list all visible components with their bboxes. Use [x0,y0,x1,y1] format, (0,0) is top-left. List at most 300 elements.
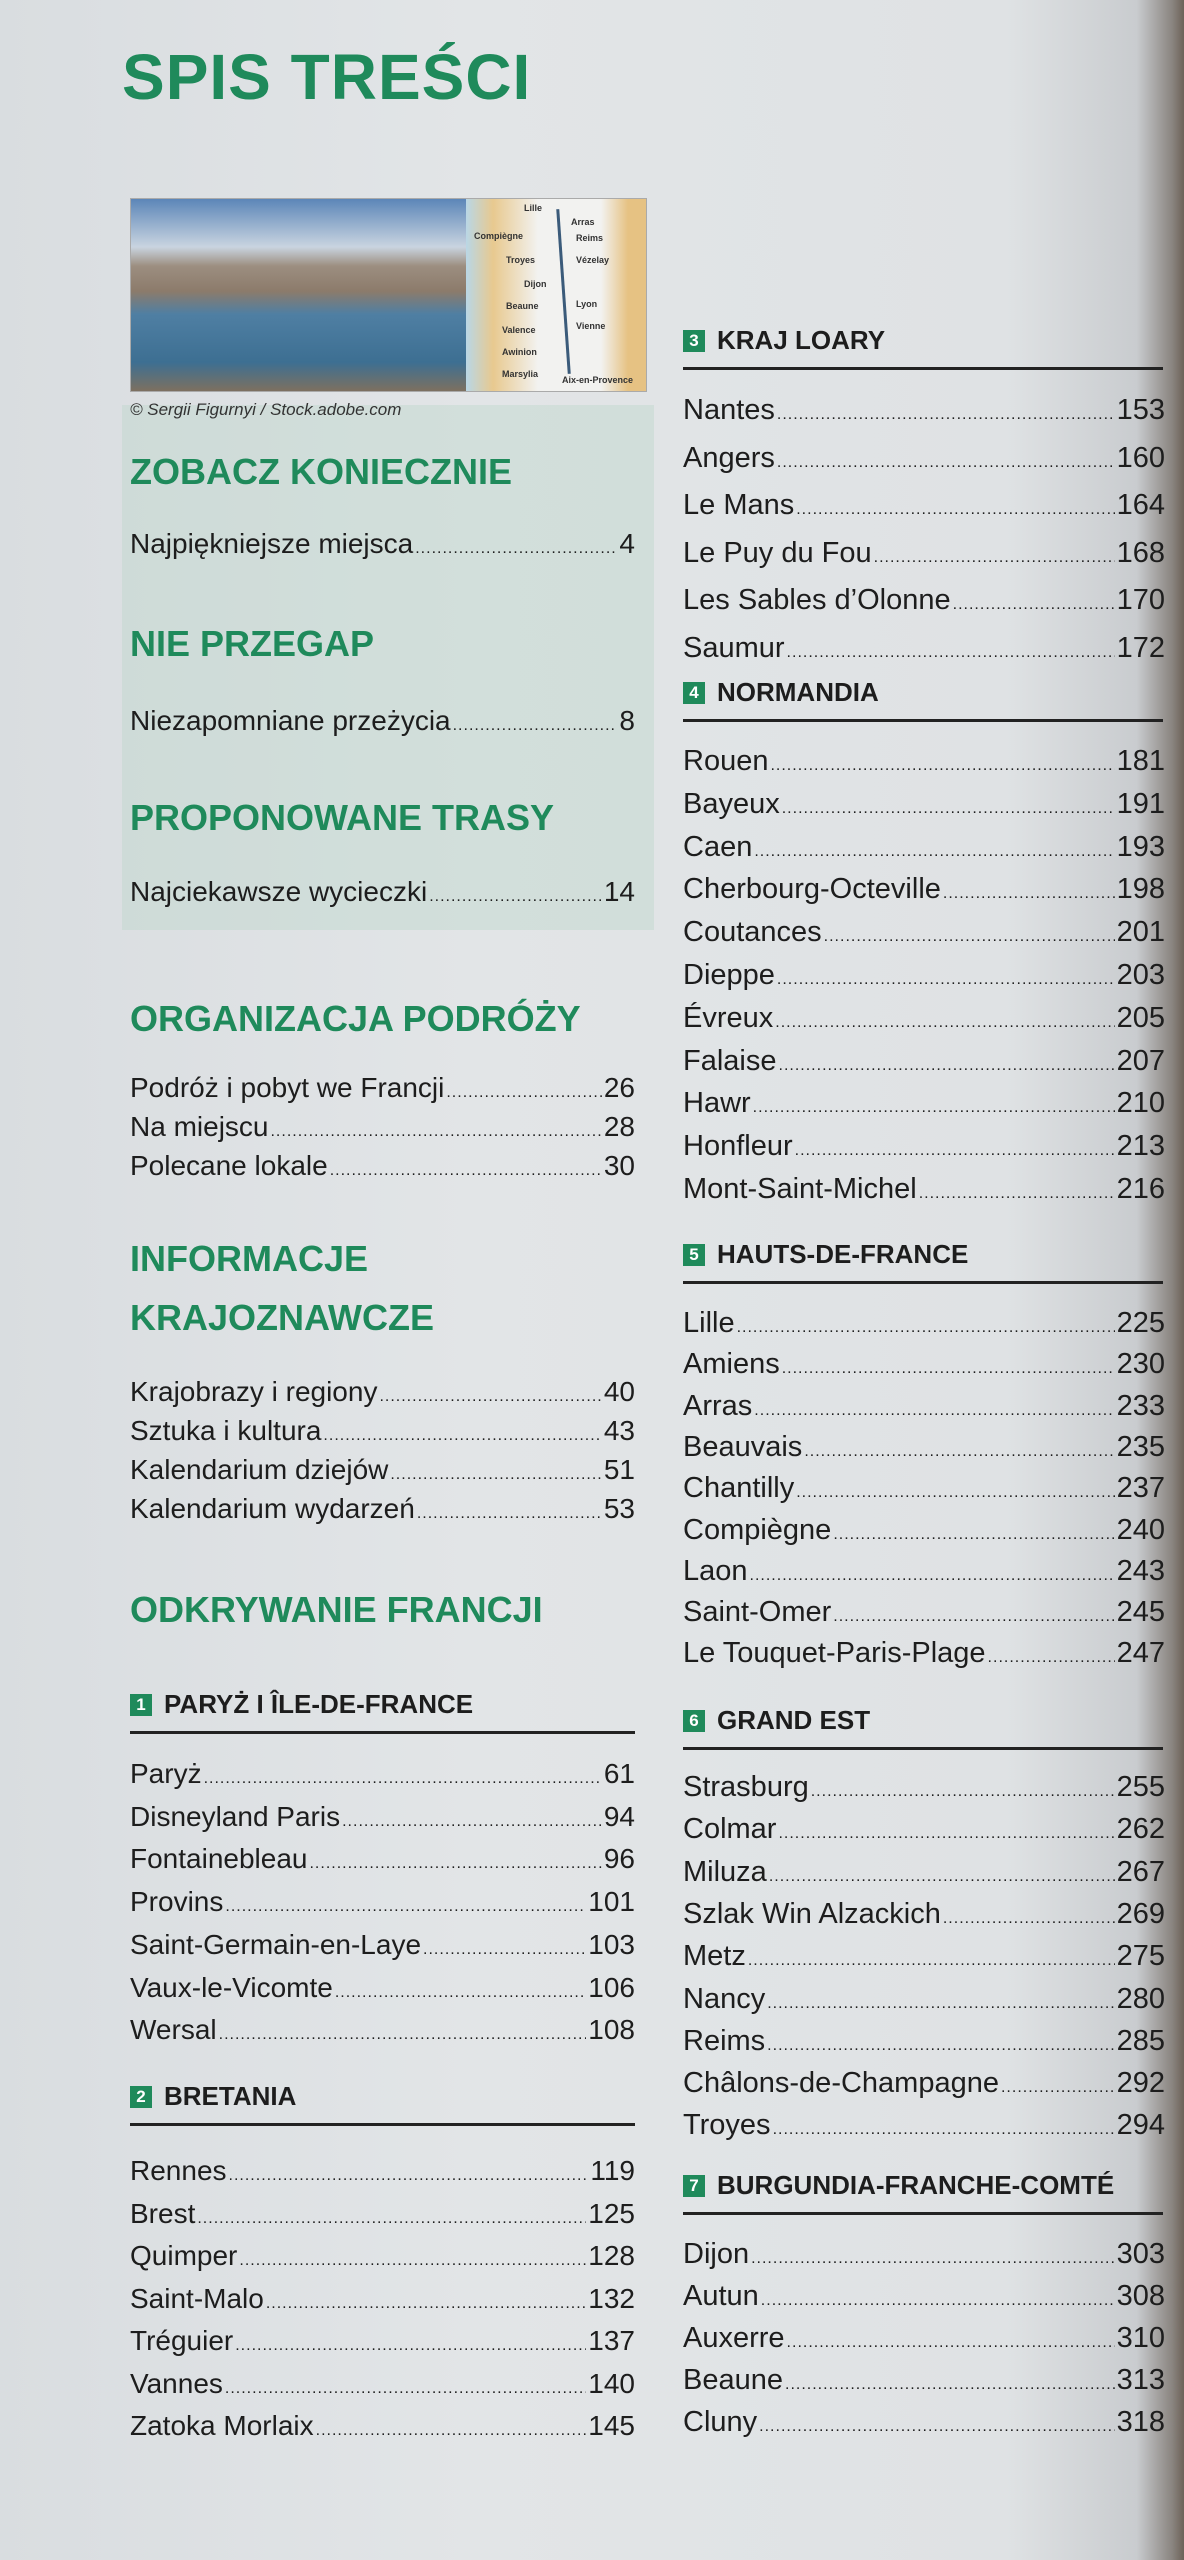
dot-leader [379,1388,601,1406]
page-number: 285 [1116,2025,1165,2057]
section-heading: INFORMACJE [130,1238,369,1279]
page-number: 4 [619,528,635,559]
entry-title: Niezapomniane przeżycia [130,705,451,736]
dot-leader [919,1185,1115,1203]
toc-entry[interactable] [130,1972,635,2004]
dot-leader [811,1783,1115,1801]
toc-entry[interactable] [130,1801,635,1833]
region-name: BURGUNDIA-FRANCHE-COMTÉ [717,2170,1115,2200]
toc-entry[interactable] [683,1307,1165,1340]
toc-entry[interactable] [130,2014,635,2046]
toc-entry[interactable] [130,1072,635,1104]
page-number: 213 [1116,1130,1165,1162]
page-number: 125 [588,2198,635,2229]
region-number-badge: 7 [683,2175,705,2197]
page-number: 275 [1116,1940,1165,1972]
dot-leader [796,501,1114,519]
page-number: 128 [588,2240,635,2271]
entry-title: Saint-Malo [130,2283,264,2314]
page-number: 280 [1116,1983,1165,2015]
region-name: GRAND EST [717,1705,871,1735]
divider [683,719,1163,722]
page-number: 245 [1116,1596,1165,1628]
toc-entry[interactable] [683,1596,1165,1629]
region-heading [683,325,885,356]
entry-title: Sztuka i kultura [130,1415,322,1446]
toc-entry[interactable] [683,1637,1165,1670]
toc-entry[interactable] [683,2364,1165,2397]
entry-title: Le Touquet-Paris-Plage [683,1637,986,1669]
region-number-badge: 3 [683,330,705,352]
divider [130,2123,635,2126]
page-number: 310 [1116,2322,1165,2354]
page-number: 203 [1116,959,1165,991]
toc-entry[interactable] [683,2238,1165,2271]
page-number: 269 [1116,1898,1165,1930]
map-label: Aix-en-Provence [562,375,634,385]
entry-title: Kalendarium dziejów [130,1454,389,1485]
route-line [556,209,571,374]
dot-leader [330,1162,602,1180]
dot-leader [785,2376,1115,2394]
toc-entry[interactable] [130,2325,635,2357]
dot-leader [787,2334,1115,2352]
entry-title: Krajobrazy i regiony [130,1376,378,1407]
toc-entry[interactable] [130,1454,635,1486]
toc-entry[interactable] [683,632,1165,665]
entry-title: Évreux [683,1002,774,1034]
entry-title: Disneyland Paris [130,1801,341,1832]
map-label: Arras [571,217,595,227]
entry-title: Cluny [683,2406,758,2438]
toc-entry[interactable] [683,1856,1165,1889]
page-number: 132 [588,2283,635,2314]
dot-leader [779,1057,1115,1075]
dot-leader [777,971,1115,989]
toc-entry[interactable] [683,2406,1165,2439]
entry-title: Châlons-de-Champagne [683,2067,999,2099]
toc-entry[interactable] [683,1173,1165,1206]
page-title: SPIS TREŚCI [122,41,532,113]
entry-title: Zatoka Morlaix [130,2410,314,2441]
toc-entry[interactable] [683,1898,1165,1931]
divider [130,1731,635,1734]
page-number: 26 [603,1072,635,1103]
entry-title: Les Sables d’Olonne [683,584,951,616]
toc-entry[interactable] [683,1555,1165,1588]
entry-title: Fontainebleau [130,1843,308,1874]
dot-leader [309,1855,601,1873]
entry-title: Strasburg [683,1771,809,1803]
region-heading [130,1689,473,1720]
entry-title: Vannes [130,2368,223,2399]
dot-leader [229,2167,589,2185]
page-number: 243 [1116,1555,1165,1587]
dot-leader [804,1443,1114,1461]
dot-leader [759,2418,1114,2436]
toc-entry[interactable] [130,2198,635,2230]
toc-entry[interactable] [130,1111,635,1143]
divider [683,1747,1163,1750]
map-label: Awinion [502,347,537,357]
map-label: Compiègne [474,231,524,241]
dot-leader [943,1910,1115,1928]
toc-entry[interactable] [683,1390,1165,1423]
entry-title: Arras [683,1390,753,1422]
toc-entry[interactable] [130,1758,635,1790]
dot-leader [769,1868,1115,1886]
divider [683,2212,1163,2215]
entry-title: Saint-Germain-en-Laye [130,1929,422,1960]
dot-leader [754,1402,1114,1420]
entry-title: Laon [683,1555,748,1587]
dot-leader [737,1319,1115,1337]
entry-title: Rouen [683,745,769,777]
dot-leader [782,800,1115,818]
toc-entry[interactable] [130,2155,635,2187]
toc-entry[interactable] [683,1983,1165,2016]
section-heading: PROPONOWANE TRASY [130,797,555,838]
dot-leader [796,1484,1114,1502]
page-number: 235 [1116,1431,1165,1463]
region-name: HAUTS-DE-FRANCE [717,1239,969,1269]
toc-entry[interactable] [683,2067,1165,2100]
toc-entry[interactable] [683,2025,1165,2058]
entry-title: Coutances [683,916,822,948]
page-number: 205 [1116,1002,1165,1034]
entry-title: Kalendarium wydarzeń [130,1493,415,1524]
page-number: 216 [1116,1173,1165,1205]
dot-leader [270,1123,601,1141]
toc-entry[interactable] [130,2410,635,2442]
page-number: 207 [1116,1045,1165,1077]
route-map [466,199,646,391]
page-number: 198 [1116,873,1165,905]
toc-entry[interactable] [683,1130,1165,1163]
photo-credit: © Sergii Figurnyi / Stock.adobe.com [130,400,402,419]
toc-entry[interactable] [683,537,1165,570]
page-number: 40 [603,1376,635,1407]
entry-title: Hawr [683,1087,751,1119]
page-number: 303 [1116,2238,1165,2270]
toc-entry[interactable] [683,788,1165,821]
dot-leader [197,2210,586,2228]
entry-title: Najciekawsze wycieczki [130,876,428,907]
region-name: PARYŻ I ÎLE-DE-FRANCE [164,1689,474,1719]
dot-leader [782,1360,1115,1378]
toc-entry[interactable] [683,442,1165,475]
page-number: 172 [1116,632,1165,664]
toc-entry[interactable] [130,1843,635,1875]
dot-leader [787,644,1115,662]
entry-title: Saint-Omer [683,1596,832,1628]
entry-title: Vaux-le-Vicomte [130,1972,333,2003]
dot-leader [335,1984,586,2002]
toc-entry[interactable] [130,1376,635,1408]
map-label: Lyon [576,299,598,309]
entry-title: Metz [683,1940,746,1972]
region-number-badge: 6 [683,1710,705,1732]
region-number-badge: 4 [683,682,705,704]
page-number: 292 [1116,2067,1165,2099]
page-number: 61 [603,1758,635,1789]
toc-entry[interactable] [683,1045,1165,1078]
page-number: 137 [588,2325,635,2356]
entry-title: Nancy [683,1983,766,2015]
region-heading [683,677,879,708]
toc-entry[interactable] [130,705,635,737]
page-number: 191 [1116,788,1165,820]
dot-leader [953,596,1115,614]
entry-title: Le Mans [683,489,795,521]
dot-leader [943,885,1115,903]
section-heading: ORGANIZACJA PODRÓŻY [130,998,581,1039]
entry-title: Na miejscu [130,1111,269,1142]
dot-leader [761,2292,1115,2310]
dot-leader [423,1941,586,1959]
dot-leader [1001,2079,1115,2097]
toc-entry[interactable] [683,2322,1165,2355]
page-number: 119 [590,2155,635,2186]
dot-leader [773,2121,1115,2139]
page-number: 294 [1116,2109,1165,2141]
dot-leader [446,1084,601,1102]
entry-title: Autun [683,2280,759,2312]
page-number: 96 [603,1843,635,1874]
region-heading [683,2170,1114,2201]
dot-leader [323,1427,601,1445]
dot-leader [266,2295,586,2313]
dot-leader [239,2252,586,2270]
entry-title: Lille [683,1307,735,1339]
toc-entry[interactable] [683,584,1165,617]
page-number: 108 [588,2014,635,2045]
region-name: NORMANDIA [717,677,879,707]
section-heading: NIE PRZEGAP [130,623,375,664]
toc-entry[interactable] [683,1087,1165,1120]
page-number: 308 [1116,2280,1165,2312]
section-heading: KRAJOZNAWCZE [130,1297,434,1338]
toc-entry[interactable] [683,1771,1165,1804]
page-number: 193 [1116,831,1165,863]
entry-title: Honfleur [683,1130,793,1162]
toc-entry[interactable] [130,1929,635,1961]
page-number: 28 [603,1111,635,1142]
entry-title: Polecane lokale [130,1150,328,1181]
toc-entry[interactable] [683,959,1165,992]
entry-title: Provins [130,1886,224,1917]
toc-entry[interactable] [130,1886,635,1918]
map-label: Valence [502,325,536,335]
dot-leader [748,1952,1115,1970]
page-number: 201 [1116,916,1165,948]
map-label: Troyes [506,255,536,265]
region-heading [683,1239,968,1270]
dot-leader [767,2037,1114,2055]
toc-entry[interactable] [683,1940,1165,1973]
entry-title: Wersal [130,2014,217,2045]
entry-title: Dieppe [683,959,775,991]
toc-entry[interactable] [130,1415,635,1447]
toc-entry[interactable] [683,745,1165,778]
entry-title: Saumur [683,632,785,664]
entry-title: Angers [683,442,775,474]
page-number: 30 [603,1150,635,1181]
entry-title: Rennes [130,2155,227,2186]
entry-title: Le Puy du Fou [683,537,872,569]
toc-entry[interactable] [130,1150,635,1182]
dot-leader [429,888,602,906]
page-number: 53 [603,1493,635,1524]
entry-title: Beauvais [683,1431,803,1463]
entry-title: Miluza [683,1856,767,1888]
dot-leader [988,1649,1115,1667]
page-number: 267 [1116,1856,1165,1888]
region-name: BRETANIA [164,2081,297,2111]
page-number: 140 [588,2368,635,2399]
region-heading [683,1705,870,1736]
dot-leader [342,1813,602,1831]
toc-entry[interactable] [130,876,635,908]
page-number: 103 [588,1929,635,1960]
toc-entry[interactable] [130,2283,635,2315]
page-number: 181 [1116,745,1165,777]
dot-leader [778,1825,1114,1843]
entry-title: Caen [683,831,753,863]
toc-entry[interactable] [683,2280,1165,2313]
entry-title: Mont-Saint-Michel [683,1173,917,1205]
page-number: 225 [1116,1307,1165,1339]
page-number: 164 [1116,489,1165,521]
toc-entry[interactable] [683,1514,1165,1547]
toc-entry[interactable] [683,916,1165,949]
toc-entry[interactable] [683,2109,1165,2142]
toc-entry[interactable] [683,1002,1165,1035]
map-label: Dijon [524,279,547,289]
page-number: 318 [1116,2406,1165,2438]
entry-title: Najpiękniejsze miejsca [130,528,414,559]
toc-entry[interactable] [683,489,1165,522]
toc-entry[interactable] [683,1472,1165,1505]
dot-leader [204,1770,602,1788]
page-number: 160 [1116,442,1165,474]
entry-title: Troyes [683,2109,771,2141]
page-number: 247 [1116,1637,1165,1669]
page-number: 170 [1116,584,1165,616]
entry-title: Paryż [130,1758,202,1789]
entry-title: Auxerre [683,2322,785,2354]
dot-leader [751,2250,1115,2268]
toc-entry[interactable] [130,2240,635,2272]
map-label: Marsylia [502,369,539,379]
dot-leader [833,1526,1114,1544]
page-number: 237 [1116,1472,1165,1504]
page-number: 153 [1116,394,1165,426]
harbour-photo [131,199,466,391]
page-number: 94 [603,1801,635,1832]
toc-entry[interactable] [130,2368,635,2400]
page-number: 8 [619,705,635,736]
page-number: 255 [1116,1771,1165,1803]
page-number: 14 [603,876,635,907]
dot-leader [225,1898,586,1916]
page-number: 262 [1116,1813,1165,1845]
entry-title: Cherbourg-Octeville [683,873,941,905]
region-name: KRAJ LOARY [717,325,886,355]
entry-title: Tréguier [130,2325,234,2356]
entry-title: Brest [130,2198,196,2229]
dot-leader [316,2422,587,2440]
map-label: Vienne [576,321,606,331]
dot-leader [415,540,617,558]
toc-entry[interactable] [683,1813,1165,1846]
page-number: 145 [588,2410,635,2441]
toc-entry[interactable] [683,831,1165,864]
toc-entry[interactable] [130,1493,635,1525]
dot-leader [750,1567,1115,1585]
dot-leader [767,1995,1114,2013]
page-number: 230 [1116,1348,1165,1380]
dot-leader [225,2380,586,2398]
entry-title: Beaune [683,2364,783,2396]
map-label: Lille [524,203,543,213]
toc-entry[interactable] [683,394,1165,427]
entry-title: Compiègne [683,1514,832,1546]
toc-entry[interactable] [683,1431,1165,1464]
toc-entry[interactable] [683,873,1165,906]
page-number: 233 [1116,1390,1165,1422]
dot-leader [833,1608,1114,1626]
dot-leader [824,928,1115,946]
dot-leader [754,843,1114,861]
dot-leader [770,757,1114,775]
page-number: 240 [1116,1514,1165,1546]
entry-title: Szlak Win Alzackich [683,1898,941,1930]
dot-leader [777,406,1115,424]
dot-leader [219,2026,587,2044]
dot-leader [453,717,618,735]
entry-title: Falaise [683,1045,777,1077]
entry-title: Chantilly [683,1472,795,1504]
page-number: 313 [1116,2364,1165,2396]
entry-title: Quimper [130,2240,238,2271]
page-number: 106 [588,1972,635,2003]
map-label: Beaune [506,301,539,311]
entry-title: Amiens [683,1348,780,1380]
section-heading: ODKRYWANIE FRANCJI [130,1589,543,1630]
divider [683,367,1163,370]
dot-leader [775,1014,1114,1032]
entry-title: Podróż i pobyt we Francji [130,1072,445,1103]
entry-title: Dijon [683,2238,750,2270]
section-heading: ZOBACZ KONIECZNIE [130,451,512,492]
entry-title: Nantes [683,394,775,426]
page-number: 101 [588,1886,635,1917]
toc-entry[interactable] [683,1348,1165,1381]
page-number: 168 [1116,537,1165,569]
entry-title: Reims [683,2025,766,2057]
page-number: 51 [603,1454,635,1485]
region-number-badge: 1 [130,1694,152,1716]
dot-leader [777,454,1115,472]
map-label: Reims [576,233,604,243]
page-number: 43 [603,1415,635,1446]
page-number: 210 [1116,1087,1165,1119]
toc-entry[interactable] [130,528,635,560]
dot-leader [417,1505,602,1523]
region-heading [130,2081,296,2112]
dot-leader [874,549,1115,567]
